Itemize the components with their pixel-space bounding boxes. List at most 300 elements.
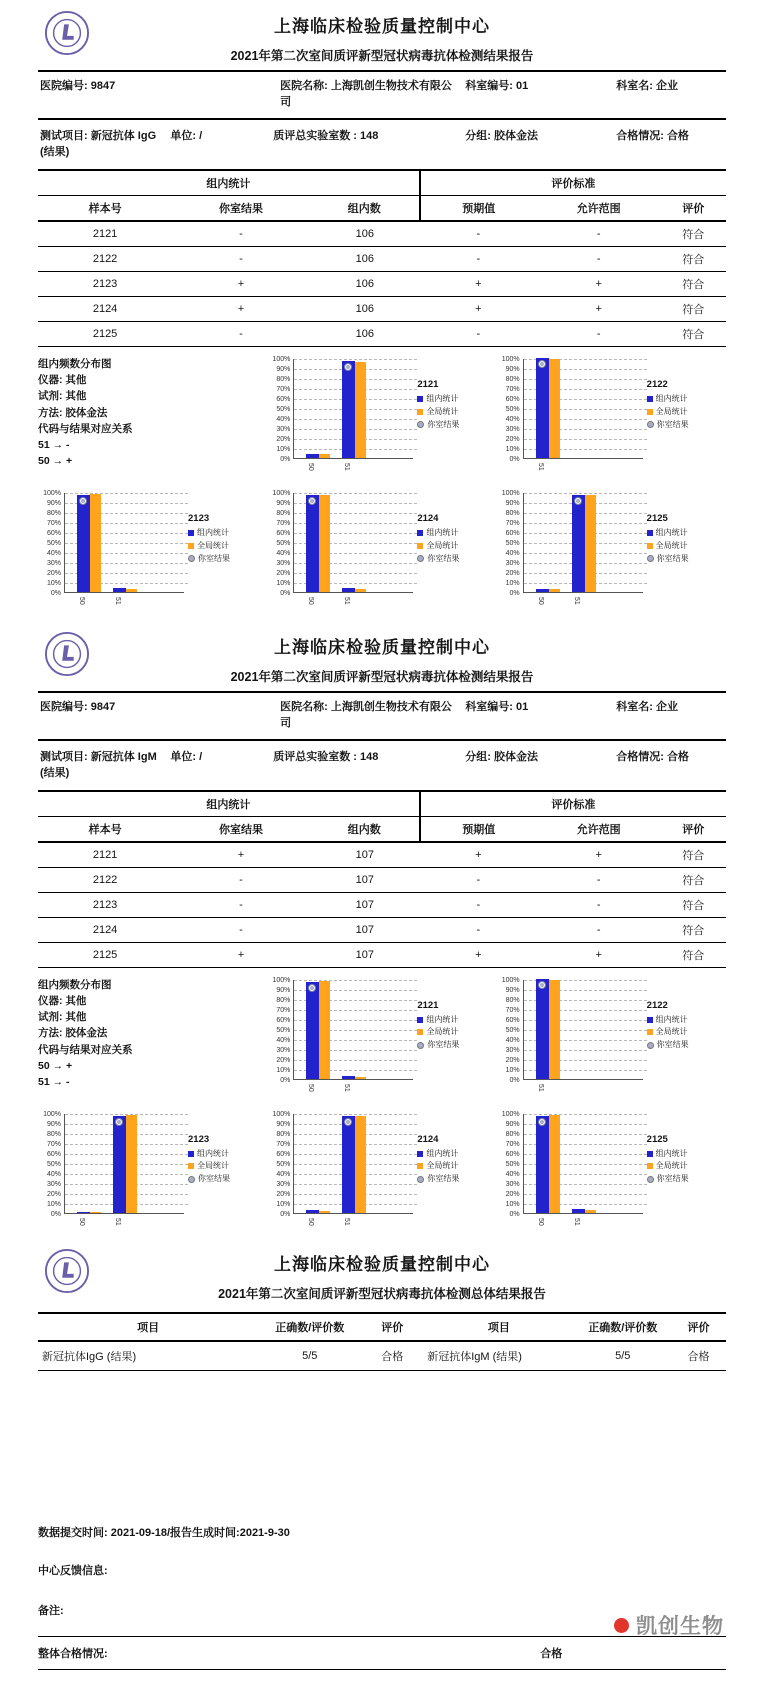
legend-square-swatch-icon — [647, 1151, 653, 1157]
col-your-result: 你室结果 — [172, 195, 310, 221]
legend-label: 组内统计 — [655, 1148, 688, 1158]
legend-square-swatch-icon — [188, 1163, 194, 1169]
y-axis-tick: 50% — [505, 405, 520, 413]
x-axis-tick: 50 — [78, 1217, 85, 1226]
legend-label: 全局统计 — [426, 406, 459, 416]
sample-no: 2124 — [38, 917, 172, 942]
sample-no: 2124 — [38, 296, 172, 321]
y-axis-tick: 10% — [276, 1200, 291, 1208]
result-row — [38, 917, 726, 942]
y-axis-tick: 0% — [280, 1076, 291, 1084]
legend-square-swatch-icon — [647, 1029, 653, 1035]
report-title: 上海临床检验质量控制中心 — [274, 17, 490, 36]
group-header-criteria: 评价标准 — [420, 791, 726, 817]
your-result-marker — [344, 1118, 352, 1126]
info-label: 科室名: — [616, 80, 653, 92]
group-count: 106 — [310, 246, 420, 271]
global-stat-bar — [355, 362, 366, 458]
y-axis-tick: 50% — [276, 1026, 291, 1034]
your-result-marker — [308, 984, 316, 992]
info-field — [40, 79, 280, 111]
group-count: 106 — [310, 296, 420, 321]
group-header-row — [38, 170, 726, 196]
expected-value: - — [420, 221, 537, 247]
x-axis-tick: 51 — [343, 462, 351, 471]
your-result: - — [172, 246, 310, 271]
igg-results-table — [38, 169, 726, 347]
legend-label: 组内统计 — [426, 1014, 459, 1024]
info-field — [465, 79, 616, 111]
info-value: / — [199, 129, 203, 142]
chart-area — [293, 1114, 413, 1226]
info-label: 合格情况: — [616, 750, 664, 763]
gridline — [294, 359, 417, 360]
legend-item — [647, 1026, 689, 1039]
evaluation: 符合 — [661, 892, 726, 917]
item-name: 新冠抗体IgM (结果) — [423, 1341, 574, 1371]
chart-note-line: 代码与结果对应关系 — [38, 422, 133, 435]
legend-label: 你室结果 — [427, 1174, 460, 1184]
info-label: 合格情况: — [616, 129, 664, 142]
y-axis-tick: 70% — [505, 519, 520, 527]
info-label: 医院编号: — [40, 80, 88, 92]
legend-label: 你室结果 — [656, 553, 689, 563]
legend-item — [417, 553, 459, 566]
global-stat-bar — [126, 589, 137, 592]
legend-item — [417, 1160, 459, 1173]
y-axis-tick: 50% — [276, 405, 291, 413]
chart-title: 2125 — [646, 512, 668, 524]
y-axis-tick: 100% — [272, 1110, 291, 1118]
igg-charts-grid — [38, 351, 726, 619]
legend-square-swatch-icon — [417, 396, 423, 402]
remark-label: 备注: — [38, 1605, 64, 1617]
y-axis-tick: 10% — [505, 1066, 520, 1074]
legend-label: 组内统计 — [197, 1148, 229, 1158]
y-axis-tick: 30% — [276, 1046, 291, 1054]
evaluation: 合格 — [361, 1341, 423, 1371]
group-stat-bar — [77, 495, 90, 592]
col-expected: 预期值 — [420, 195, 537, 221]
allowed-range: + — [537, 271, 661, 296]
chart-note-line: 50 → + — [38, 455, 73, 468]
overall-summary-table — [38, 1312, 726, 1371]
global-stat-bar — [319, 454, 330, 458]
y-axis-tick: 60% — [276, 1016, 291, 1024]
legend-circle-swatch-icon — [647, 421, 654, 428]
info-value: 企业 — [655, 80, 678, 92]
y-axis-tick: 20% — [505, 1190, 520, 1198]
chart-note-line: 组内频数分布图 — [38, 357, 112, 370]
gridline — [524, 1114, 647, 1115]
your-result-marker — [79, 497, 87, 505]
col-evaluation: 评价 — [661, 816, 726, 842]
legend-circle-swatch-icon — [417, 1042, 424, 1049]
result-row — [38, 942, 726, 967]
chart-area — [523, 359, 643, 471]
col-group-count: 组内数 — [310, 816, 420, 842]
y-axis-tick: 30% — [276, 559, 291, 567]
chart-legend — [188, 511, 230, 619]
report-header — [38, 8, 726, 70]
chart-area — [523, 980, 643, 1092]
y-axis-tick: 0% — [50, 1210, 61, 1218]
y-axis-tick: 90% — [276, 499, 291, 507]
y-axis-tick: 80% — [505, 375, 520, 383]
legend-circle-swatch-icon — [188, 555, 195, 562]
y-axis-tick: 10% — [276, 445, 291, 453]
result-row — [38, 321, 726, 346]
info-label: 科室名: — [616, 700, 653, 713]
y-axis-tick: 50% — [46, 539, 61, 547]
info-label: 质评总实验室数 — [273, 750, 351, 763]
legend-label: 你室结果 — [656, 1040, 689, 1050]
chart-title: 2121 — [417, 378, 439, 390]
y-axis-tick: 90% — [505, 1120, 520, 1128]
kaichuang-brand-logo — [614, 1610, 724, 1640]
info-label: 单位: — [170, 750, 196, 763]
legend-item — [647, 553, 689, 566]
x-axis-tick: 50 — [307, 1083, 315, 1092]
y-axis-tick: 40% — [46, 1170, 61, 1178]
group-stat-bar — [342, 361, 355, 458]
y-axis-tick: 30% — [505, 425, 520, 433]
chart-note-line: 51 → - — [38, 1076, 70, 1089]
legend-item — [417, 1014, 459, 1027]
info-label: 医院名称: — [280, 80, 328, 92]
info-field — [616, 700, 684, 732]
chart-plot — [497, 1110, 645, 1226]
allowed-range: - — [537, 321, 661, 346]
center-feedback-label: 中心反馈信息: — [38, 1565, 108, 1577]
global-stat-bar — [355, 1077, 366, 1079]
sample-no: 2122 — [38, 867, 172, 892]
legend-circle-swatch-icon — [417, 555, 424, 562]
col-allowed-range: 允许范围 — [537, 195, 661, 221]
group-count: 107 — [310, 842, 420, 868]
info-label: 分组: — [465, 129, 491, 142]
chart-area — [523, 1114, 643, 1226]
y-axis-tick: 40% — [505, 415, 520, 423]
y-axis-tick: 20% — [505, 435, 520, 443]
y-axis-tick: 80% — [276, 1130, 291, 1138]
chart-title: 2122 — [646, 378, 668, 390]
x-axis-tick: 51 — [343, 1217, 351, 1226]
report-subtitle: 2021年第二次室间质评新型冠状病毒抗体检测结果报告 — [230, 669, 534, 684]
info-field — [616, 129, 695, 161]
x-axis-tick: 51 — [114, 596, 121, 605]
overall-result-value: 合格 — [540, 1648, 563, 1660]
allowed-range: + — [537, 942, 661, 967]
chart-note-line: 代码与结果对应关系 — [38, 1043, 133, 1056]
chart-plot — [267, 1110, 415, 1226]
gridline — [294, 1114, 417, 1115]
global-stat-bar — [319, 981, 330, 1079]
chart-area — [64, 493, 184, 605]
y-axis-tick: 70% — [505, 1140, 520, 1148]
y-axis-tick: 20% — [46, 569, 61, 577]
y-axis-tick: 10% — [505, 445, 520, 453]
y-axis-tick: 90% — [505, 986, 520, 994]
info-value: 胶体金法 — [494, 129, 539, 142]
y-axis-tick: 90% — [46, 499, 61, 507]
y-axis-tick: 30% — [505, 1046, 520, 1054]
chart-title: 2122 — [646, 999, 668, 1011]
y-axis-tick: 70% — [276, 385, 291, 393]
group-stat-bar — [342, 588, 355, 592]
info-value: 胶体金法 — [494, 750, 539, 763]
y-axis-tick: 0% — [280, 455, 291, 463]
expected-value: - — [420, 892, 537, 917]
report-footer — [38, 1524, 726, 1670]
chart-title: 2124 — [417, 512, 439, 524]
info-value: : 148 — [353, 129, 379, 142]
test-info-row — [38, 120, 726, 169]
y-axis-tick: 80% — [505, 996, 520, 1004]
chart-area — [293, 493, 413, 605]
y-axis-tick: 0% — [280, 589, 291, 597]
legend-square-swatch-icon — [647, 409, 653, 415]
chart-area — [64, 1114, 184, 1226]
info-value: 01 — [516, 80, 529, 92]
sample-no: 2123 — [38, 271, 172, 296]
legend-item — [417, 540, 459, 553]
info-field — [273, 750, 465, 782]
info-field — [40, 700, 280, 732]
legend-square-swatch-icon — [417, 409, 423, 415]
overall-summary-section — [38, 1246, 726, 1371]
y-axis-tick: 0% — [509, 589, 520, 597]
legend-square-swatch-icon — [647, 530, 653, 536]
chart-legend — [417, 1132, 459, 1240]
your-result: - — [172, 892, 310, 917]
allowed-range: - — [537, 246, 661, 271]
legend-label: 全局统计 — [655, 1027, 688, 1037]
info-label: 测试项目: — [40, 129, 88, 142]
submit-time-line: 数据提交时间: 2021-09-18/报告生成时间:2021-9-30 — [38, 1527, 290, 1539]
gridline — [294, 980, 417, 981]
allowed-range: - — [537, 892, 661, 917]
item-name: 新冠抗体IgG (结果) — [38, 1341, 258, 1371]
info-value: 9847 — [90, 80, 116, 92]
evaluation: 符合 — [661, 917, 726, 942]
group-count: 107 — [310, 942, 420, 967]
info-value: 合格 — [666, 750, 689, 763]
info-field — [280, 700, 465, 732]
test-info-row — [38, 741, 726, 790]
legend-label: 你室结果 — [427, 1040, 460, 1050]
group-stat-bar — [113, 588, 126, 592]
legend-label: 全局统计 — [426, 540, 459, 550]
chart-note-line: 方法: 胶体金法 — [38, 1027, 108, 1040]
chart-title: 2121 — [417, 999, 439, 1011]
correct-count: 5/5 — [258, 1341, 361, 1371]
group-stat-bar — [306, 454, 319, 458]
y-axis-tick: 80% — [276, 375, 291, 383]
allowed-range: - — [537, 221, 661, 247]
y-axis-tick: 70% — [276, 1006, 291, 1014]
x-axis-tick: 51 — [572, 1217, 580, 1226]
evaluation: 符合 — [661, 321, 726, 346]
legend-square-swatch-icon — [417, 1163, 423, 1169]
legend-item — [647, 393, 689, 406]
frequency-chart-2125 — [497, 1106, 726, 1240]
your-result-marker — [538, 1118, 546, 1126]
info-field — [465, 129, 616, 161]
chart-area — [293, 359, 413, 471]
column-header-row — [38, 195, 726, 221]
y-axis-tick: 0% — [280, 1210, 291, 1218]
y-axis-tick: 10% — [505, 579, 520, 587]
igm-charts-grid — [38, 972, 726, 1240]
legend-item — [647, 1014, 689, 1027]
frequency-chart-2125 — [497, 485, 726, 619]
legend-label: 全局统计 — [655, 540, 688, 550]
y-axis-tick: 40% — [276, 1170, 291, 1178]
info-value: 上海凯创生物技术有限公司 — [280, 700, 452, 729]
x-axis-tick: 50 — [307, 596, 315, 605]
evaluation: 合格 — [671, 1341, 726, 1371]
legend-label: 全局统计 — [426, 1027, 459, 1037]
chart-legend — [188, 1132, 230, 1240]
info-value: 上海凯创生物技术有限公司 — [280, 80, 452, 108]
legend-item — [188, 1173, 230, 1186]
expected-value: + — [420, 296, 537, 321]
info-value: 01 — [516, 700, 529, 713]
legend-item — [647, 540, 689, 553]
legend-label: 组内统计 — [655, 1014, 688, 1024]
group-count: 107 — [310, 892, 420, 917]
legend-item — [188, 1148, 230, 1161]
y-axis-tick: 40% — [46, 549, 61, 557]
y-axis-tick: 20% — [505, 1056, 520, 1064]
legend-label: 组内统计 — [426, 393, 459, 403]
y-axis-tick: 30% — [46, 559, 61, 567]
legend-label: 你室结果 — [656, 1174, 689, 1184]
y-axis-tick: 30% — [276, 425, 291, 433]
legend-label: 全局统计 — [426, 1161, 459, 1171]
x-axis-tick: 51 — [536, 462, 544, 471]
group-header-row — [38, 791, 726, 817]
chart-note-line: 试剂: 其他 — [38, 1011, 87, 1024]
legend-item — [417, 527, 459, 540]
legend-label: 组内统计 — [197, 527, 229, 537]
info-value: : 148 — [353, 750, 379, 763]
legend-square-swatch-icon — [647, 1017, 653, 1023]
legend-square-swatch-icon — [417, 543, 423, 549]
hospital-info-row — [38, 691, 726, 741]
allowed-range: + — [537, 296, 661, 321]
chart-plot — [267, 976, 415, 1092]
sample-no: 2121 — [38, 842, 172, 868]
report-subtitle: 2021年第二次室间质评新型冠状病毒抗体检测结果报告 — [230, 49, 534, 63]
legend-item — [647, 406, 689, 419]
y-axis-tick: 100% — [272, 976, 291, 984]
info-field — [465, 750, 616, 782]
y-axis-tick: 50% — [505, 539, 520, 547]
chart-plot — [497, 489, 645, 605]
brand-red-dot-icon — [614, 1618, 629, 1633]
legend-circle-swatch-icon — [647, 555, 654, 562]
chart-title: 2123 — [188, 512, 210, 524]
col-item: 项目 — [38, 1313, 258, 1341]
global-stat-bar — [549, 1115, 560, 1213]
global-stat-bar — [90, 1212, 101, 1213]
y-axis-tick: 40% — [505, 1036, 520, 1044]
y-axis-tick: 100% — [501, 355, 520, 363]
group-stat-bar — [342, 1076, 355, 1079]
info-value: / — [199, 750, 203, 763]
x-axis-tick: 51 — [536, 1083, 544, 1092]
group-count: 106 — [310, 321, 420, 346]
global-stat-bar — [549, 589, 560, 592]
info-label: 质评总实验室数 — [273, 129, 351, 142]
info-value: 新冠抗体 IgG (结果) — [40, 129, 157, 158]
legend-square-swatch-icon — [647, 543, 653, 549]
global-stat-bar — [585, 495, 596, 592]
column-header-row — [38, 816, 726, 842]
overall-result-row — [38, 1636, 726, 1670]
group-count: 106 — [310, 221, 420, 247]
legend-label: 你室结果 — [427, 553, 460, 563]
center-seal-logo — [44, 631, 90, 677]
chart-legend — [417, 998, 459, 1106]
group-count: 107 — [310, 917, 420, 942]
y-axis-tick: 100% — [501, 489, 520, 497]
group-stat-bar — [572, 1209, 585, 1213]
legend-square-swatch-icon — [188, 1151, 194, 1157]
y-axis-tick: 80% — [46, 1130, 61, 1138]
y-axis-tick: 100% — [501, 976, 520, 984]
legend-circle-swatch-icon — [647, 1042, 654, 1049]
info-label: 单位: — [170, 129, 196, 142]
igm-results-table — [38, 790, 726, 968]
x-axis-tick: 51 — [343, 1083, 351, 1092]
legend-square-swatch-icon — [417, 1151, 423, 1157]
legend-circle-swatch-icon — [417, 1176, 424, 1183]
legend-square-swatch-icon — [647, 396, 653, 402]
your-result-marker — [538, 360, 546, 368]
legend-item — [188, 527, 230, 540]
result-row — [38, 842, 726, 868]
y-axis-tick: 60% — [505, 1150, 520, 1158]
chart-note-line: 方法: 胶体金法 — [38, 406, 108, 419]
legend-item — [647, 1173, 689, 1186]
y-axis-tick: 20% — [505, 569, 520, 577]
legend-label: 你室结果 — [656, 419, 689, 429]
chart-note-line: 仪器: 其他 — [38, 994, 87, 1007]
y-axis-tick: 0% — [509, 1210, 520, 1218]
y-axis-tick: 70% — [505, 1006, 520, 1014]
y-axis-tick: 50% — [46, 1160, 61, 1168]
y-axis-tick: 100% — [43, 489, 61, 497]
y-axis-tick: 60% — [46, 1150, 61, 1158]
your-result: - — [172, 867, 310, 892]
x-axis-tick: 50 — [307, 462, 315, 471]
result-row — [38, 221, 726, 247]
legend-item — [188, 1160, 230, 1173]
y-axis-tick: 90% — [276, 1120, 291, 1128]
x-axis-tick: 51 — [114, 1217, 121, 1226]
legend-item — [417, 393, 459, 406]
your-result-marker — [574, 497, 582, 505]
gridline — [294, 493, 417, 494]
y-axis-tick: 100% — [272, 355, 291, 363]
info-label: 分组: — [465, 750, 491, 763]
y-axis-tick: 20% — [276, 1056, 291, 1064]
your-result: + — [172, 271, 310, 296]
sample-no: 2122 — [38, 246, 172, 271]
